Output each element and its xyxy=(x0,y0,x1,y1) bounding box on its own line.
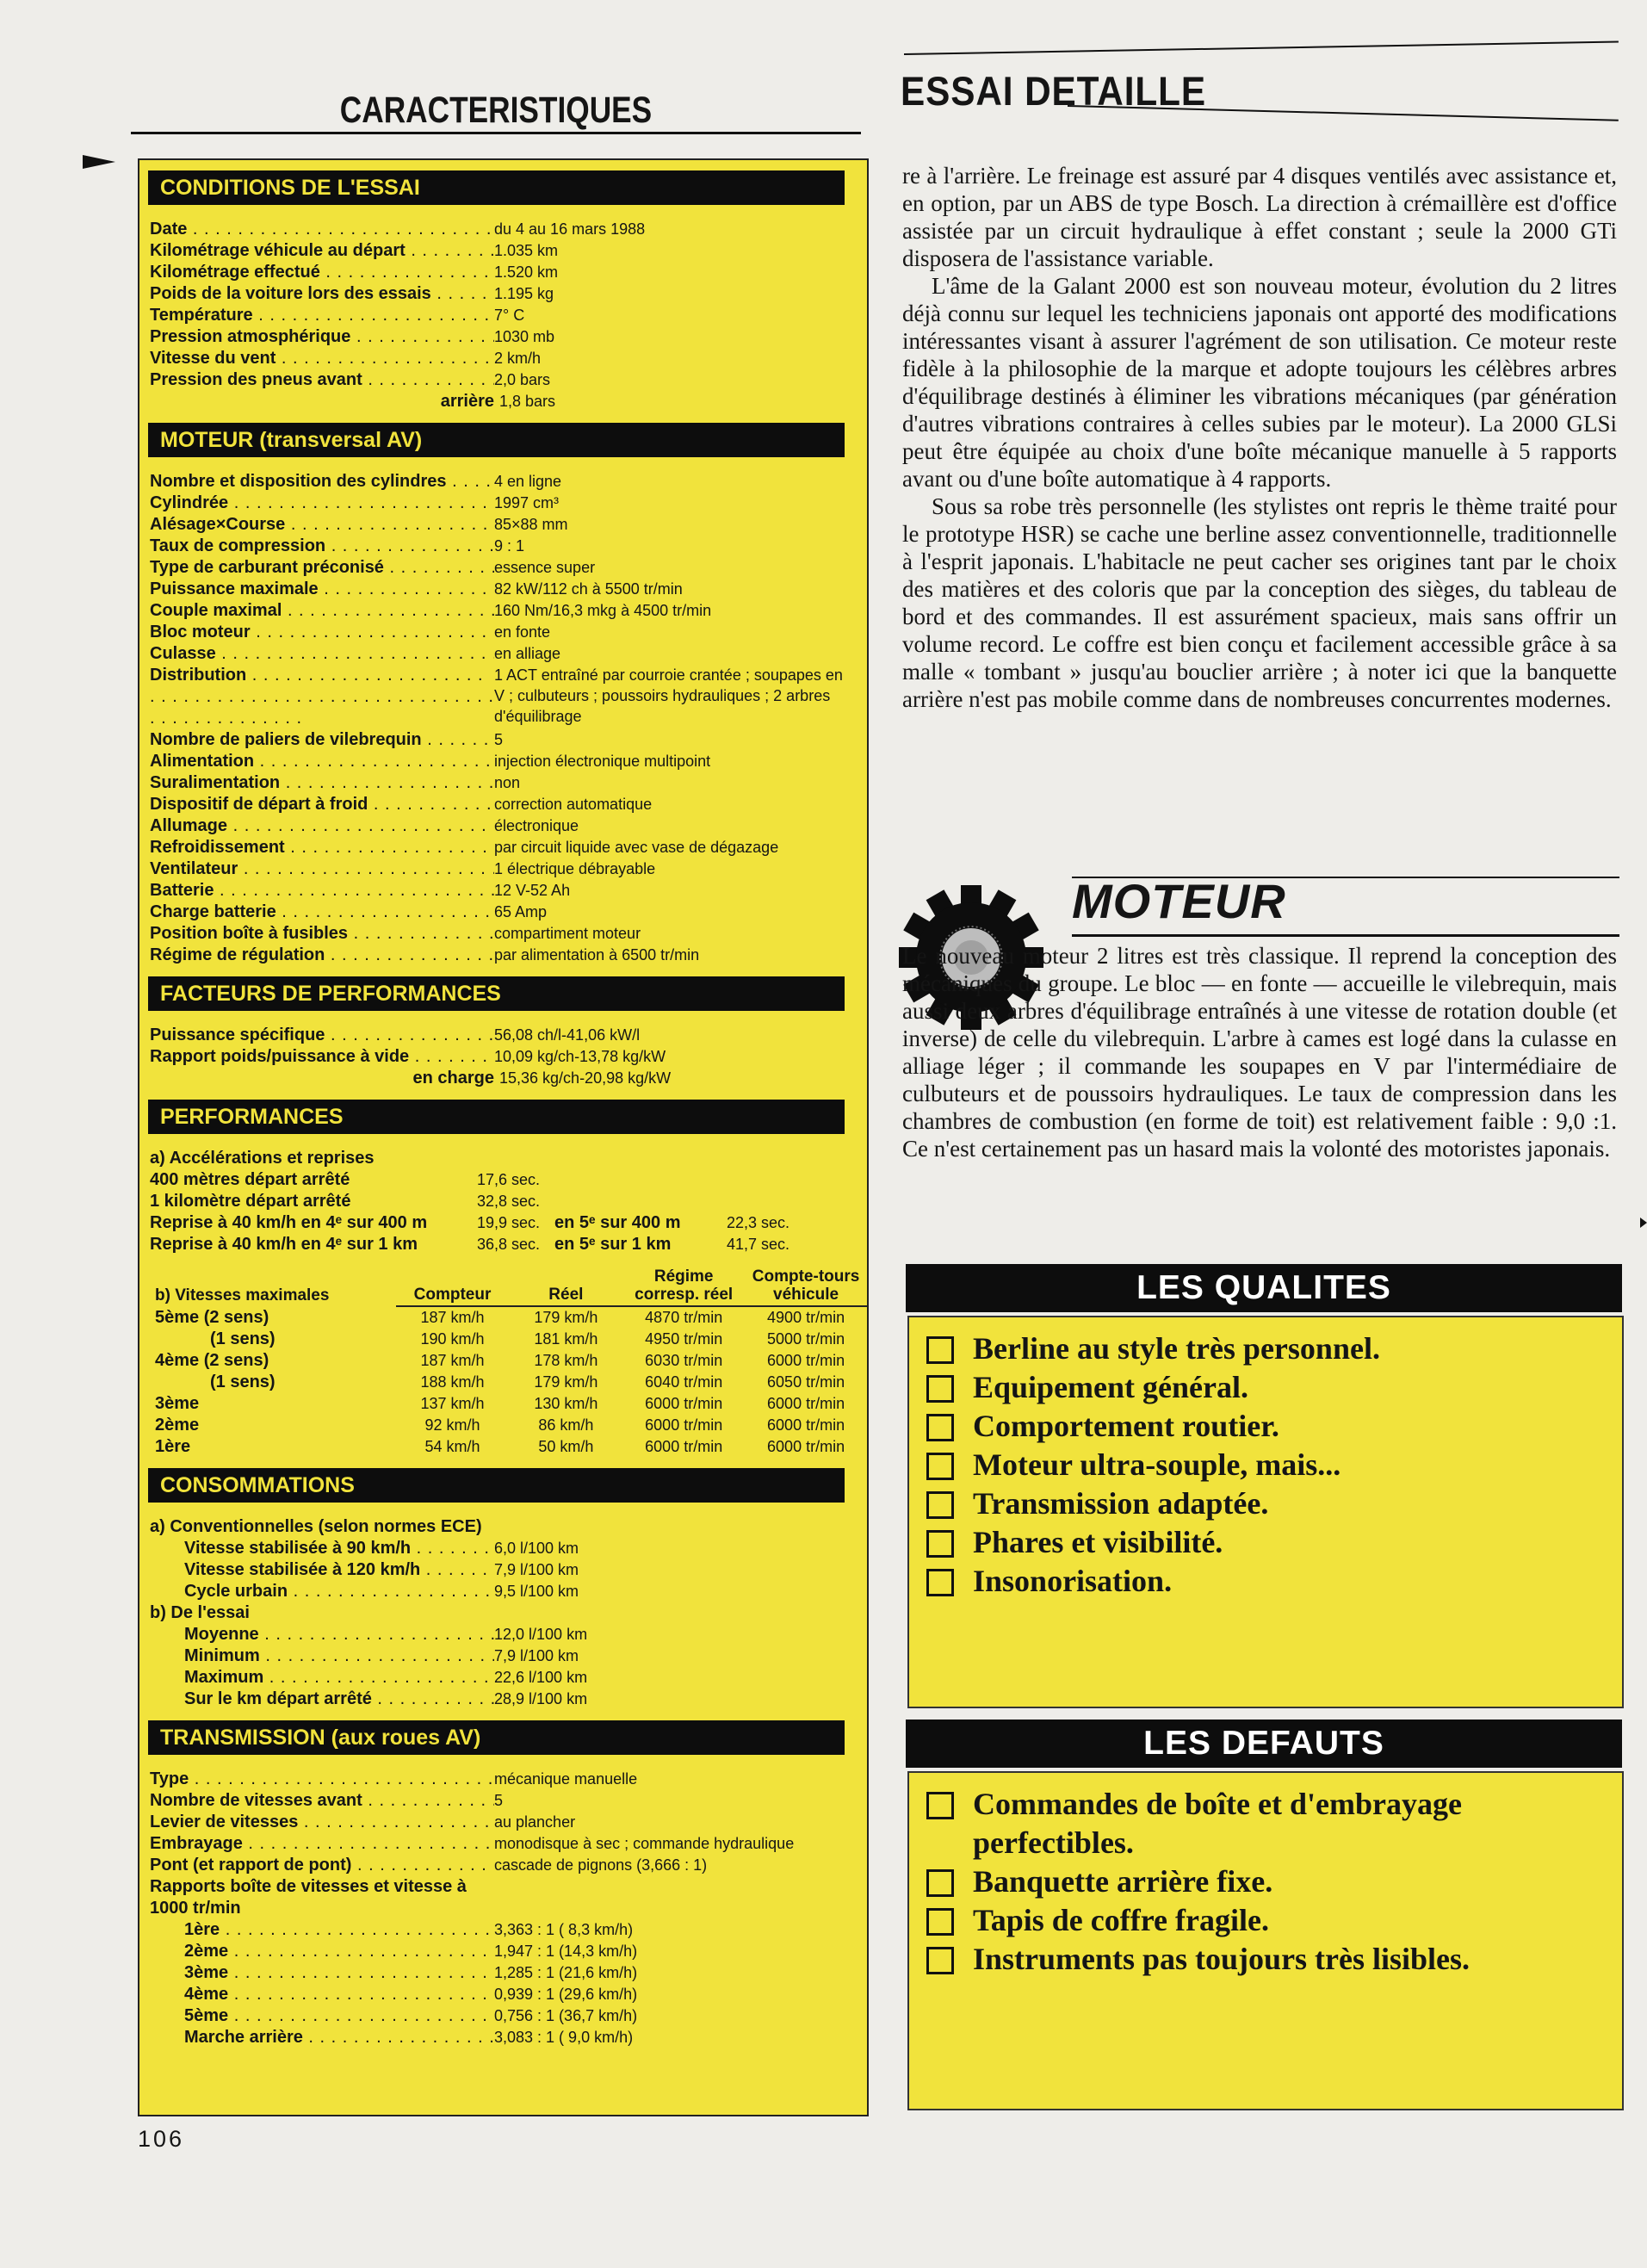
checkbox-icon xyxy=(926,1375,954,1403)
moteur-row xyxy=(150,772,851,794)
checkbox-icon xyxy=(926,1569,954,1596)
moteur-row xyxy=(150,858,851,880)
qualites-item-text: Comportement routier. xyxy=(973,1409,1279,1443)
qualites-box xyxy=(907,1316,1624,1708)
spec-label: Nombre de vitesses avant . . . xyxy=(150,1790,494,1812)
spec-value: par alimentation à 6500 tr/min xyxy=(494,946,700,964)
vmax-cell-r: 181 km/h xyxy=(534,1330,598,1348)
spec-label: Pression atmosphérique . . . xyxy=(150,326,494,348)
conditions-header: CONDITIONS DE L'ESSAI xyxy=(148,170,845,205)
moteur-rows xyxy=(139,471,867,966)
spec-value: 0,756 : 1 (36,7 km/h) xyxy=(494,2007,638,2024)
qualites-item xyxy=(909,1446,1622,1484)
vmax-cell-c: 187 km/h xyxy=(420,1352,485,1369)
spec-value: en alliage xyxy=(494,645,561,662)
vmax-cell-label: 4ème (2 sens) xyxy=(155,1351,269,1370)
spec-label: Distribution . . . xyxy=(150,665,494,729)
spec-value: du 4 au 16 mars 1988 xyxy=(494,220,646,238)
vmax-cell-label: 2ème xyxy=(155,1416,200,1435)
accel-value: 17,6 sec. xyxy=(477,1171,541,1188)
transmission-row xyxy=(150,1769,851,1790)
checkbox-icon xyxy=(926,1908,954,1936)
spec-label: Type . . . xyxy=(150,1769,494,1790)
moteur-row xyxy=(150,794,851,815)
spec-label: 4ème . . . xyxy=(150,1984,494,2005)
ratio-row xyxy=(150,1919,851,1941)
conso-row xyxy=(150,1624,851,1645)
spec-value: 22,6 l/100 km xyxy=(494,1669,588,1686)
spec-label: Cylindrée . . . xyxy=(150,493,494,514)
vmax-cell-c: 187 km/h xyxy=(420,1309,485,1326)
accel-value2: 41,7 sec. xyxy=(727,1236,790,1253)
conditions-section xyxy=(139,170,867,412)
ratio-row xyxy=(150,1941,851,1962)
moteur-row xyxy=(150,837,851,858)
vmax-cell-ct: 6000 tr/min xyxy=(767,1352,845,1369)
moteur-row xyxy=(150,815,851,837)
spec-value: 1,285 : 1 (21,6 km/h) xyxy=(494,1964,638,1981)
accel-row xyxy=(150,1234,851,1255)
performances-section xyxy=(139,1100,867,1458)
spec-value: 4 en ligne xyxy=(494,473,562,490)
vmax-row xyxy=(150,1372,867,1393)
spec-value: 5 xyxy=(494,731,504,748)
spec-label: Ventilateur . . . xyxy=(150,858,494,880)
conso-row xyxy=(150,1689,851,1710)
moteur-title: MOTEUR xyxy=(1072,874,1286,928)
moteur-row xyxy=(150,557,851,579)
vmax-cell-ct: 6050 tr/min xyxy=(767,1373,845,1391)
spec-label: Sur le km départ arrêté . . . xyxy=(150,1689,494,1710)
col-regime: Régime corresp. réel xyxy=(622,1266,745,1306)
vmax-cell-r: 178 km/h xyxy=(534,1352,598,1369)
spec-label: Charge batterie . . . xyxy=(150,902,494,923)
accel-row xyxy=(150,1191,851,1212)
transmission-row xyxy=(150,1790,851,1812)
vmax-cell-r: 86 km/h xyxy=(538,1416,594,1434)
accel-label2 xyxy=(554,1191,727,1212)
spec-value: en fonte xyxy=(494,623,551,641)
vmax-cell-reg: 6000 tr/min xyxy=(645,1438,723,1455)
facteurs-section xyxy=(139,976,867,1089)
spec-label: Vitesse du vent . . . xyxy=(150,348,494,369)
facteurs-row xyxy=(150,1068,851,1089)
vmax-cell-c: 190 km/h xyxy=(420,1330,485,1348)
essai-paragraph: L'âme de la Galant 2000 est son nouveau moteur, évolution du 2 litres déjà connu sur lequel les techniciens japonais ont apporté des modifications intéressantes visant à assurer l'agrément de son utilisation. Ce moteur reste fidèle à la philosophie de la marque et adopte toujours les célèbres arbres d'équilibrage destinés à éliminer les vibrations mécaniques (par génération d'autres vibrations contraires à celles subies par le moteur). La 2000 GLSi peut être équipée au choix d'une boîte mécanique manuelle à 5 rapports avant ou d'une boîte automatique à 4 rapports. xyxy=(902,273,1617,492)
moteur-row xyxy=(150,514,851,536)
spec-label: Vitesse stabilisée à 90 km/h . . . xyxy=(150,1538,494,1559)
spec-label: Température . . . xyxy=(150,305,494,326)
accel-value: 19,9 sec. xyxy=(477,1214,541,1231)
conditions-row xyxy=(150,219,851,240)
spec-value: 85×88 mm xyxy=(494,516,568,533)
moteur-row xyxy=(150,536,851,557)
moteur-rule-bottom xyxy=(1072,934,1619,937)
spec-label: Embrayage . . . xyxy=(150,1833,494,1855)
spec-value: 6,0 l/100 km xyxy=(494,1540,579,1557)
qualites-header: LES QUALITES xyxy=(906,1264,1622,1312)
ratio-row xyxy=(150,1962,851,1984)
vmax-row xyxy=(150,1306,867,1329)
moteur-row xyxy=(150,643,851,665)
conditions-row xyxy=(150,283,851,305)
conso-row xyxy=(150,1538,851,1559)
ratio-title: Rapports boîte de vitesses et vitesse à 1000 tr/min xyxy=(150,1877,467,1918)
transmission-rows xyxy=(139,1769,867,2048)
essai-paragraph: re à l'arrière. Le freinage est assuré par 4 disques ventilés avec assistance et, en option, par un ABS de type Bosch. La direction à crémaillère est d'office assistée par un circuit hydraulique à effet constant ; seule la 2000 GTi disposera de l'assistance variable. xyxy=(902,163,1617,271)
accel-label: Reprise à 40 km/h en 4ᵉ sur 1 km xyxy=(150,1235,418,1254)
spec-label: Rapport poids/puissance à vide . . . xyxy=(150,1046,494,1068)
consommations-section xyxy=(139,1468,867,1710)
moteur-row xyxy=(150,880,851,902)
vmax-cell-label: (1 sens) xyxy=(210,1329,276,1348)
spec-value: 1997 cm³ xyxy=(494,494,560,511)
spec-value: 9 : 1 xyxy=(494,537,525,555)
defauts-item-text: Tapis de coffre fragile. xyxy=(973,1903,1269,1937)
accel-label: 400 mètres départ arrêté xyxy=(150,1170,350,1189)
transmission-row xyxy=(150,1855,851,1876)
moteur-row xyxy=(150,579,851,600)
qualites-item xyxy=(909,1562,1622,1601)
vmax-row xyxy=(150,1436,867,1458)
spec-value: 1,947 : 1 (14,3 km/h) xyxy=(494,1943,638,1960)
vmax-cell-label: (1 sens) xyxy=(210,1373,276,1391)
spec-value: 12,0 l/100 km xyxy=(494,1626,588,1643)
spec-value: 7,9 l/100 km xyxy=(494,1647,579,1664)
vmax-cell-reg: 4870 tr/min xyxy=(645,1309,723,1326)
vmax-cell-label: 5ème (2 sens) xyxy=(155,1307,269,1327)
vmax-cell-reg: 6000 tr/min xyxy=(645,1395,723,1412)
defauts-box xyxy=(907,1771,1624,2110)
vmax-row xyxy=(150,1415,867,1436)
essai-rule-top xyxy=(904,41,1619,55)
facteurs-row xyxy=(150,1025,851,1046)
spec-value: compartiment moteur xyxy=(494,925,641,942)
spec-label: Levier de vitesses . . . xyxy=(150,1812,494,1833)
vmax-row xyxy=(150,1350,867,1372)
transmission-section xyxy=(139,1720,867,2048)
vmax-cell-c: 137 km/h xyxy=(420,1395,485,1412)
conditions-row xyxy=(150,369,851,391)
moteur-row xyxy=(150,945,851,966)
margin-mark-icon xyxy=(1640,1218,1647,1228)
checkbox-icon xyxy=(926,1414,954,1441)
moteur-row xyxy=(150,923,851,945)
vmax-cell-ct: 6000 tr/min xyxy=(767,1395,845,1412)
spec-value: 2,0 bars xyxy=(494,371,551,388)
conso-rows xyxy=(139,1516,867,1710)
spec-label: Vitesse stabilisée à 120 km/h . . . xyxy=(150,1559,494,1581)
spec-value: 3,363 : 1 ( 8,3 km/h) xyxy=(494,1921,634,1938)
spec-value: essence super xyxy=(494,559,596,576)
spec-title: CARACTERISTIQUES xyxy=(131,90,861,134)
vmax-cell-label: 3ème xyxy=(155,1394,200,1413)
spec-label: Date . . . xyxy=(150,219,494,240)
spec-label: Puissance maximale . . . xyxy=(150,579,494,600)
checkbox-icon xyxy=(926,1491,954,1519)
spec-box xyxy=(138,158,869,2116)
spec-value: 12 V-52 Ah xyxy=(494,882,571,899)
checkbox-icon xyxy=(926,1530,954,1558)
conso-row xyxy=(150,1667,851,1689)
vmax-row xyxy=(150,1393,867,1415)
conso-row xyxy=(150,1645,851,1667)
spec-label: Minimum . . . xyxy=(150,1645,494,1667)
transmission-header: TRANSMISSION (aux roues AV) xyxy=(148,1720,845,1755)
spec-value: 1.520 km xyxy=(494,263,559,281)
spec-value: 1 électrique débrayable xyxy=(494,860,656,877)
qualites-item-text: Phares et visibilité. xyxy=(973,1525,1223,1559)
accel-value2: 22,3 sec. xyxy=(727,1214,790,1231)
conso-conv-title: a) Conventionnelles (selon normes ECE) xyxy=(150,1517,482,1536)
qualites-item-text: Equipement général. xyxy=(973,1370,1248,1404)
spec-label: Alésage×Course . . . xyxy=(150,514,494,536)
defauts-item-text: Banquette arrière fixe. xyxy=(973,1864,1273,1899)
spec-label: Marche arrière . . . xyxy=(150,2027,494,2048)
spec-label: 2ème . . . xyxy=(150,1941,494,1962)
conditions-row xyxy=(150,391,851,412)
spec-label: Régime de régulation . . . xyxy=(150,945,494,966)
defauts-item xyxy=(909,1862,1622,1901)
spec-value: non xyxy=(494,774,521,791)
spec-value: 10,09 kg/ch-13,78 kg/kW xyxy=(494,1048,666,1065)
ratio-row xyxy=(150,2027,851,2048)
spec-value: 5 xyxy=(494,1792,504,1809)
conditions-row xyxy=(150,240,851,262)
moteur-spec-section xyxy=(139,423,867,966)
moteur-paragraph: Le nouveau moteur 2 litres est très classique. Il reprend la conception des mécaniques du groupe. Le bloc — en fonte — accueille le vilebrequin, mais aussi deux arbres d'équilibrage entraînés à une vitesse de rotation double (et inverse) de celle du vilebrequin. L'arbre à cames est logé dans la culasse en alliage léger ; il commande les soupapes en V par l'intermédiaire de culbuteurs et de poussoirs hydrauliques. Le taux de compression dans les chambres de combustion (en forme de toit) est relativement faible : 9,0 :1. Ce n'est certainement pas un hasard mais la volonté des motoristes japonais. xyxy=(902,943,1617,1162)
qualites-item xyxy=(909,1368,1622,1407)
qualites-item-text: Moteur ultra-souple, mais... xyxy=(973,1447,1341,1482)
vmax-cell-c: 92 km/h xyxy=(424,1416,480,1434)
facteurs-rows xyxy=(139,1025,867,1089)
checkbox-icon xyxy=(926,1336,954,1364)
spec-value: 28,9 l/100 km xyxy=(494,1690,588,1707)
spec-value: cascade de pignons (3,666 : 1) xyxy=(494,1856,708,1874)
qualites-item-text: Berline au style très personnel. xyxy=(973,1331,1380,1366)
spec-label: en charge xyxy=(412,1069,494,1088)
spec-label: 1ère . . . xyxy=(150,1919,494,1941)
spec-label: arrière xyxy=(440,392,494,411)
vmax-cell-c: 188 km/h xyxy=(420,1373,485,1391)
accel-label2 xyxy=(554,1169,727,1191)
essai-title: ESSAI DETAILLE xyxy=(901,68,1206,114)
conditions-row xyxy=(150,348,851,369)
spec-value: 3,083 : 1 ( 9,0 km/h) xyxy=(494,2029,634,2046)
spec-value: 9,5 l/100 km xyxy=(494,1583,579,1600)
essai-paragraph: Sous sa robe très personnelle (les stylistes ont repris le thème traité pour le prototype HSR) se cache une berline assez conventionnelle, traditionnelle à l'esprit japonais. L'habitacle ne peut cacher ses origines tant par le choix des matières et des coloris que par la conception des sièges, du tableau de bord et des commandes. Il est assurément spacieux, mais sans offrir un volume record. Le coffre est bien conçu et facilement accessible grâce à sa malle « tombant » jusqu'au bouclier arrière ; à noter ici que la banquette arrière n'est pas mobile comme dans de nombreuses concurrentes modernes. xyxy=(902,493,1617,712)
moteur-row xyxy=(150,902,851,923)
vmax-cell-ct: 6000 tr/min xyxy=(767,1416,845,1434)
accel-label: Reprise à 40 km/h en 4ᵉ sur 400 m xyxy=(150,1213,428,1232)
vmax-cell-reg: 6040 tr/min xyxy=(645,1373,723,1391)
col-compteur: Compteur xyxy=(396,1266,510,1306)
consommations-header: CONSOMMATIONS xyxy=(148,1468,845,1503)
spec-value: mécanique manuelle xyxy=(494,1770,638,1788)
qualites-item-text: Transmission adaptée. xyxy=(973,1486,1269,1521)
performances-header: PERFORMANCES xyxy=(148,1100,845,1134)
moteur-row xyxy=(150,493,851,514)
defauts-item xyxy=(909,1901,1622,1940)
spec-label: Puissance spécifique . . . xyxy=(150,1025,494,1046)
moteur-body xyxy=(902,942,1617,1162)
spec-value: 1 ACT entraîné par courroie crantée ; soupapes en V ; culbuteurs ; poussoirs hydrauliques ; 2 arbres d'équilibrage xyxy=(494,666,843,725)
accel-rows xyxy=(150,1169,851,1255)
vmax-cell-reg: 4950 tr/min xyxy=(645,1330,723,1348)
spec-value: 65 Amp xyxy=(494,903,548,920)
spec-label: Allumage . . . xyxy=(150,815,494,837)
spec-label: Refroidissement . . . xyxy=(150,837,494,858)
checkbox-icon xyxy=(926,1792,954,1819)
qualites-item xyxy=(909,1407,1622,1446)
transmission-row xyxy=(150,1833,851,1855)
qualites-item xyxy=(909,1484,1622,1523)
accel-label2: en 5ᵉ sur 400 m xyxy=(554,1213,681,1232)
spec-value: 1.195 kg xyxy=(494,285,554,302)
spec-value: correction automatique xyxy=(494,796,653,813)
spec-value: injection électronique multipoint xyxy=(494,753,711,770)
facteurs-row xyxy=(150,1046,851,1068)
defauts-item xyxy=(909,1785,1622,1862)
spec-label: Bloc moteur . . . xyxy=(150,622,494,643)
essai-body xyxy=(902,162,1617,713)
conso-essai-title: b) De l'essai xyxy=(150,1603,250,1622)
moteur-row xyxy=(150,622,851,643)
spec-label: Alimentation . . . xyxy=(150,751,494,772)
qualites-item-text: Insonorisation. xyxy=(973,1564,1173,1598)
spec-value: 1.035 km xyxy=(494,242,559,259)
spec-label: Pression des pneus avant . . . xyxy=(150,369,494,391)
defauts-header: LES DEFAUTS xyxy=(906,1720,1622,1768)
spec-value: 7° C xyxy=(494,307,525,324)
spec-value: électronique xyxy=(494,817,579,834)
vmax-cell-c: 54 km/h xyxy=(424,1438,480,1455)
spec-label: Cycle urbain . . . xyxy=(150,1581,494,1602)
spec-label: Batterie . . . xyxy=(150,880,494,902)
defauts-item xyxy=(909,1940,1622,1979)
defauts-item-text: Instruments pas toujours très lisibles. xyxy=(973,1942,1471,1976)
accel-label2: en 5ᵉ sur 1 km xyxy=(554,1235,672,1254)
spec-label: Culasse . . . xyxy=(150,643,494,665)
spec-label: Nombre et disposition des cylindres . . . xyxy=(150,471,494,493)
qualites-item xyxy=(909,1329,1622,1368)
vmax-title: b) Vitesses maximales xyxy=(155,1286,330,1304)
vmax-cell-ct: 4900 tr/min xyxy=(767,1309,845,1326)
checkbox-icon xyxy=(926,1869,954,1897)
spec-label: Couple maximal . . . xyxy=(150,600,494,622)
vmax-cell-r: 50 km/h xyxy=(538,1438,594,1455)
spec-label: Suralimentation . . . xyxy=(150,772,494,794)
vmax-cell-reg: 6000 tr/min xyxy=(645,1416,723,1434)
moteur-header: MOTEUR (transversal AV) xyxy=(148,423,845,457)
facteurs-header: FACTEURS DE PERFORMANCES xyxy=(148,976,845,1011)
accel-row xyxy=(150,1212,851,1234)
ratio-row xyxy=(150,2005,851,2027)
spec-value: 56,08 ch/l-41,06 kW/l xyxy=(494,1026,641,1044)
conditions-rows xyxy=(139,219,867,412)
spec-value: 2 km/h xyxy=(494,350,542,367)
spec-value: 1030 mb xyxy=(494,328,555,345)
spec-value: monodisque à sec ; commande hydraulique xyxy=(494,1835,795,1852)
spec-value: 82 kW/112 ch à 5500 tr/min xyxy=(494,580,683,598)
spec-label: Taux de compression . . . xyxy=(150,536,494,557)
spec-value: 15,36 kg/ch-20,98 kg/kW xyxy=(499,1069,672,1087)
qualites-item xyxy=(909,1523,1622,1562)
conso-row xyxy=(150,1581,851,1602)
ratio-row xyxy=(150,1984,851,2005)
conditions-row xyxy=(150,326,851,348)
spec-label: Position boîte à fusibles . . . xyxy=(150,923,494,945)
vmax-table xyxy=(150,1266,867,1458)
conditions-row xyxy=(150,262,851,283)
spec-value: 160 Nm/16,3 mkg à 4500 tr/min xyxy=(494,602,712,619)
vmax-cell-reg: 6030 tr/min xyxy=(645,1352,723,1369)
accel-label: 1 kilomètre départ arrêté xyxy=(150,1192,351,1211)
vmax-cell-ct: 5000 tr/min xyxy=(767,1330,845,1348)
spec-label: 3ème . . . xyxy=(150,1962,494,1984)
checkbox-icon xyxy=(926,1453,954,1480)
col-reel: Réel xyxy=(509,1266,622,1306)
spec-label: Type de carburant préconisé . . . xyxy=(150,557,494,579)
accel-value: 36,8 sec. xyxy=(477,1236,541,1253)
spec-label: Maximum . . . xyxy=(150,1667,494,1689)
moteur-row xyxy=(150,665,851,729)
defauts-item-text: Commandes de boîte et d'embrayage perfectibles. xyxy=(973,1787,1462,1860)
page-number: 106 xyxy=(138,2126,185,2152)
spec-label: Moyenne . . . xyxy=(150,1624,494,1645)
moteur-row xyxy=(150,751,851,772)
vmax-cell-label: 1ère xyxy=(155,1437,191,1456)
vmax-cell-r: 179 km/h xyxy=(534,1373,598,1391)
accel-row xyxy=(150,1169,851,1191)
vmax-cell-r: 179 km/h xyxy=(534,1309,598,1326)
accel-value: 32,8 sec. xyxy=(477,1193,541,1210)
moteur-row xyxy=(150,471,851,493)
vmax-row xyxy=(150,1329,867,1350)
accel-block xyxy=(139,1148,867,1266)
accel-title: a) Accélérations et reprises xyxy=(150,1149,375,1168)
spec-label: Kilométrage effectué . . . xyxy=(150,262,494,283)
spec-value: 0,939 : 1 (29,6 km/h) xyxy=(494,1986,638,2003)
vmax-cell-ct: 6000 tr/min xyxy=(767,1438,845,1455)
checkbox-icon xyxy=(926,1947,954,1974)
conditions-row xyxy=(150,305,851,326)
col-compte-tours: Compte-tours véhicule xyxy=(745,1266,867,1306)
transmission-row xyxy=(150,1812,851,1833)
moteur-row xyxy=(150,600,851,622)
spec-label: Dispositif de départ à froid . . . xyxy=(150,794,494,815)
vmax-cell-r: 130 km/h xyxy=(534,1395,598,1412)
spec-label: Nombre de paliers de vilebrequin . . . xyxy=(150,729,494,751)
spec-label: Kilométrage véhicule au départ . . . xyxy=(150,240,494,262)
spec-label: 5ème . . . xyxy=(150,2005,494,2027)
spec-value: au plancher xyxy=(494,1813,576,1831)
spec-value: 1,8 bars xyxy=(499,393,556,410)
conso-row xyxy=(150,1559,851,1581)
moteur-row xyxy=(150,729,851,751)
spec-value: 7,9 l/100 km xyxy=(494,1561,579,1578)
margin-arrow-icon xyxy=(83,155,115,169)
spec-label: Poids de la voiture lors des essais . . . xyxy=(150,283,494,305)
spec-value: par circuit liquide avec vase de dégazage xyxy=(494,839,779,856)
spec-label: Pont (et rapport de pont) . . . xyxy=(150,1855,494,1876)
